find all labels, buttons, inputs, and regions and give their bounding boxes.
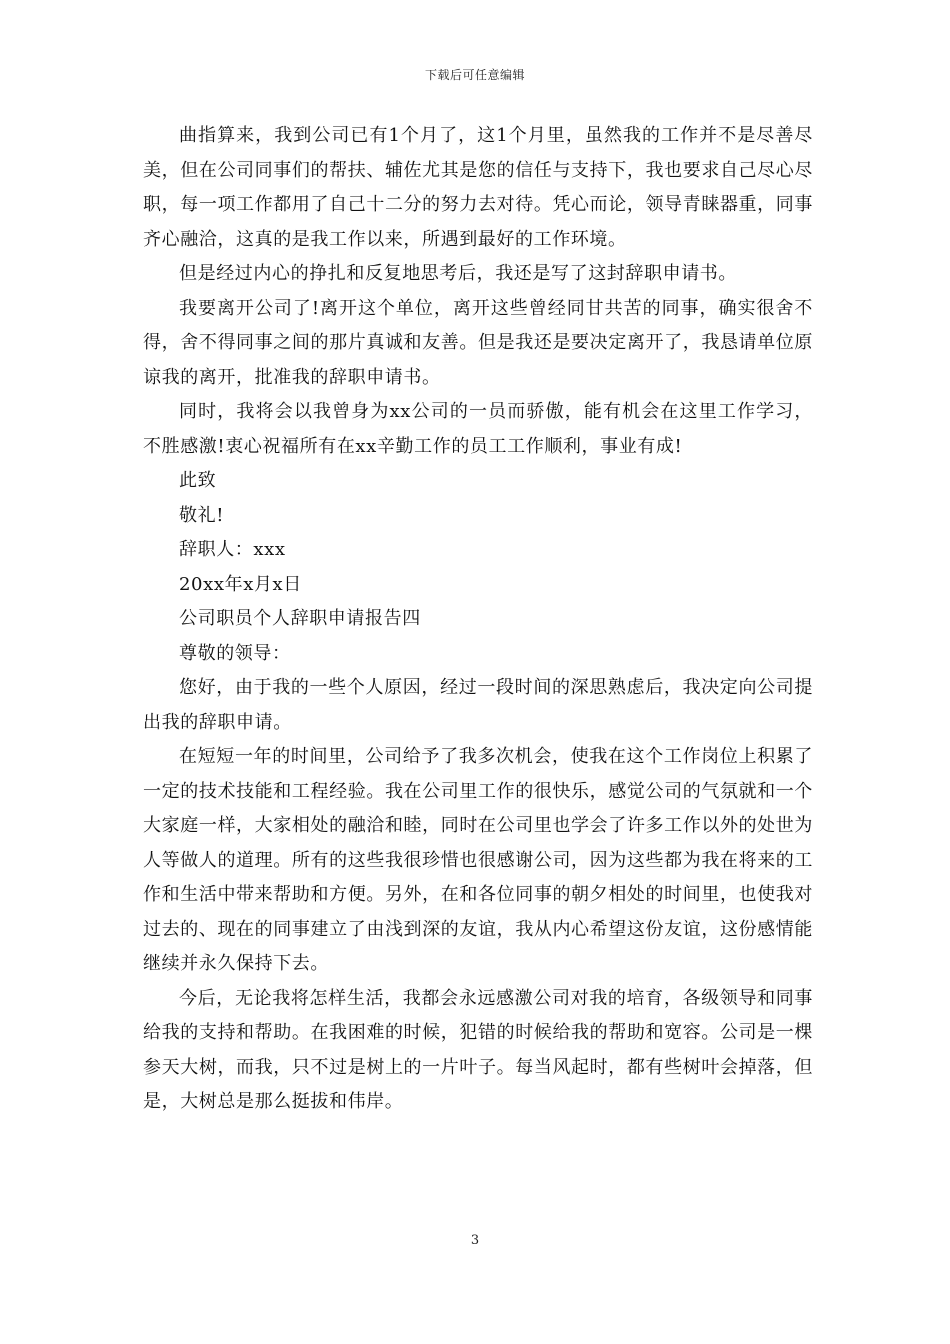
salutation: 尊敬的领导： [179,642,291,664]
section-title: 公司职员个人辞职申请报告四 [179,608,421,629]
paragraph-1: 曲指算来，我到公司已有1个月了，这1个月里，虽然我的工作并不是尽善尽美，但在公司同事们的帮扶、辅佐尤其是您的信任与支持下，我也要求自己尽心尽职，每一项工作都用了自己十二分的努力去对待。凭心而论，领导青睐器重，同事齐心融洽，这真的是我工作以来，所遇到最好的工作环境。 [143,125,813,250]
paragraph-5: 您好，由于我的一些个人原因，经过一段时间的深思熟虑后，我决定向公司提出我的辞职申请。 [143,677,813,733]
paragraph-2: 但是经过内心的挣扎和反复地思考后，我还是写了这封辞职申请书。 [179,263,737,284]
paragraph-4: 同时，我将会以我曾身为xx公司的一员而骄傲，能有机会在这里工作学习，不胜感激!衷心祝福所有在xx辛勤工作的员工工作顺利，事业有成! [143,401,813,457]
paragraph-6: 在短短一年的时间里，公司给予了我多次机会，使我在这个工作岗位上积累了一定的技术技能和工程经验。我在公司里工作的很快乐，感觉公司的气氛就和一个大家庭一样，大家相处的融洽和睦，同时在公司里也学会了许多工作以外的处世为人等做人的道理。所有的这些我很珍惜也很感谢公司，因为这些都为我在将来的工作和生活中带来帮助和方便。另外，在和各位同事的朝夕相处的时间里，也使我对过去的、现在的同事建立了由浅到深的友谊，我从内心希望这份友谊，这份感情能继续并永久保持下去。 [143,746,813,974]
page-number: 3 [470,1233,480,1248]
closing-salute: 敬礼! [179,504,225,526]
paragraph-7: 今后，无论我将怎样生活，我都会永远感激公司对我的培育，各级领导和同事给我的支持和帮助。在我困难的时候，犯错的时候给我的帮助和宽容。公司是一棵参天大树，而我，只不过是树上的一片叶子。每当风起时，都有些树叶会掉落，但是，大树总是那么挺拔和伟岸。 [143,987,813,1112]
closing-greeting: 此致 [179,470,217,491]
document-body [143,119,813,1120]
date-line: 20xx年x月x日 [179,573,302,595]
page-header-note: 下载后可任意编辑 [424,68,525,82]
paragraph-3: 我要离开公司了!离开这个单位，离开这些曾经同甘共苦的同事，确实很舍不得，舍不得同事之间的那片真诚和友善。但是我还是要决定离开了，我恳请单位原谅我的离开，批准我的辞职申请书。 [143,297,813,388]
signature-line: 辞职人：xxx [179,539,286,560]
